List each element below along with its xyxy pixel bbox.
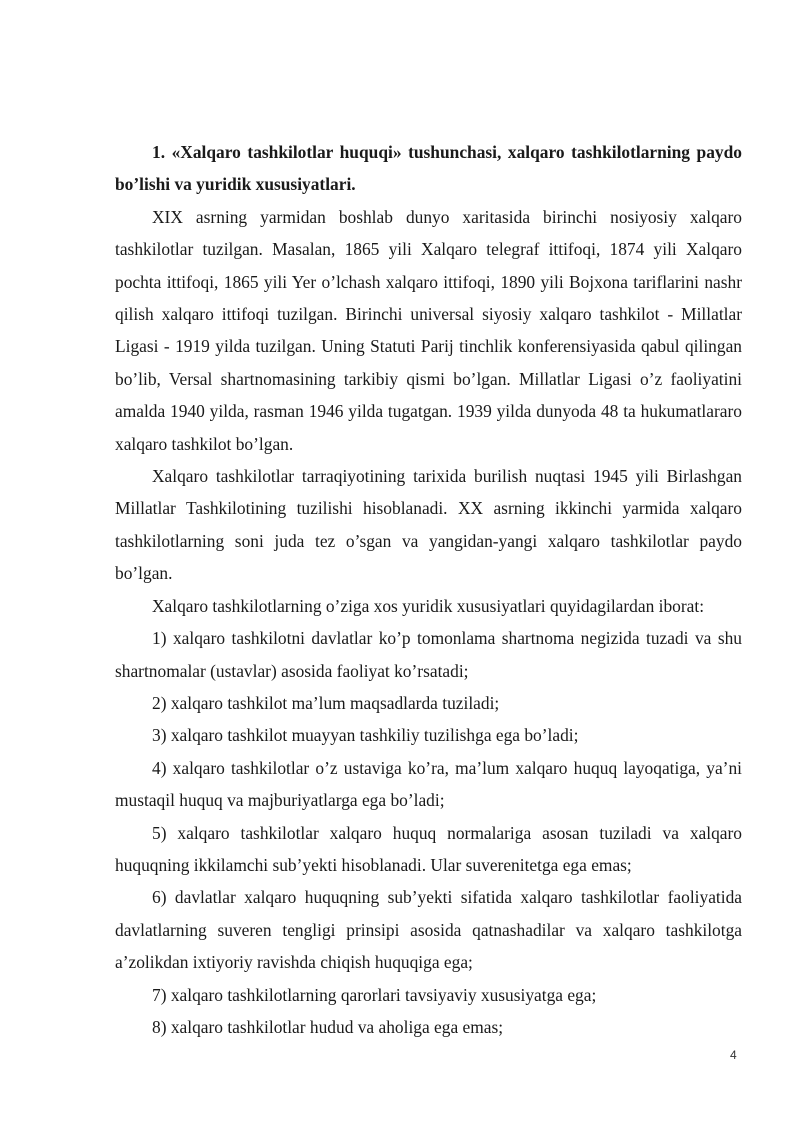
paragraph-features-intro: Xalqaro tashkilotlarning o’ziga xos yuridik xususiyatlari quyidagilardan iborat: bbox=[152, 595, 705, 616]
paragraph-history: XIX asrning yarmidan boshlab dunyo xaritasida birinchi nosiyosiy xalqaro tashkilotlar tuzilgan. Masalan, 1865 yili Xalqaro telegraf ittifoqi, 1874 yili Xalqaro pochta ittifoqi, 1865 yili Yer o’lchash xalqaro ittifoqi, 1890 yili Bojxona tariflarini nashr qilish xalqaro ittifoqi tuzilgan. Birinchi universal siyosiy xalqaro tashkilot - Millatlar Ligasi - 1919 yilda tuzilgan. Uning Statuti Parij tinchlik konferensiyasida qabul qilingan bo’lib, Versal shartnomasining tarkibiy qismi bo’lgan. Millatlar Ligasi o’z faoliyatini amalda 1940 yilda, rasman 1946 yilda tugatgan. 1939 yilda dunyoda 48 ta hukumatlararo xalqaro tashkilot bo’lgan. bbox=[115, 206, 742, 454]
list-item-1: 1) xalqaro tashkilotni davlatlar ko’p tomonlama shartnoma negizida tuzadi va shu shartnomalar (ustavlar) asosida faoliyat ko’rsatadi; bbox=[115, 628, 742, 681]
document-body bbox=[115, 136, 742, 1043]
list-item-6: 6) davlatlar xalqaro huquqning sub’yekti sifatida xalqaro tashkilotlar faoliyatida davlatlarning suveren tengligi prinsipi asosida qatnashadilar va xalqaro tashkilotga a’zolikdan ixtiyoriy ravishda chiqish huquqiga ega; bbox=[115, 887, 742, 973]
section-heading: 1. «Xalqaro tashkilotlar huquqi» tushunchasi, xalqaro tashkilotlarning paydo bo’lishi va yuridik xususiyatlari. bbox=[115, 142, 742, 195]
list-item-7: 7) xalqaro tashkilotlarning qarorlari tavsiyaviy xususiyatga ega; bbox=[152, 984, 597, 1005]
list-item-3: 3) xalqaro tashkilot muayyan tashkiliy tuzilishga ega bo’ladi; bbox=[152, 725, 579, 746]
page-number: 4 bbox=[730, 1048, 737, 1062]
list-item-4: 4) xalqaro tashkilotlar o’z ustaviga ko’ra, ma’lum xalqaro huquq layoqatiga, ya’ni mustaqil huquq va majburiyatlarga ega bo’ladi; bbox=[115, 757, 742, 811]
list-item-8: 8) xalqaro tashkilotlar hudud va aholiga ega emas; bbox=[152, 1016, 504, 1037]
paragraph-un-founding: Xalqaro tashkilotlar tarraqiyotining tarixida burilish nuqtasi 1945 yili Birlashgan Millatlar Tashkilotining tuzilishi hisoblanadi. XX asrning ikkinchi yarmida xalqaro tashkilotlarning soni juda tez o’sgan va yangidan-yangi xalqaro tashkilotlar paydo bo’lgan. bbox=[115, 466, 742, 584]
list-item-2: 2) xalqaro tashkilot ma’lum maqsadlarda tuziladi; bbox=[152, 692, 500, 713]
list-item-5: 5) xalqaro tashkilotlar xalqaro huquq normalariga asosan tuziladi va xalqaro huquqning ikkilamchi sub’yekti hisoblanadi. Ular suverenitetga ega emas; bbox=[115, 822, 742, 875]
